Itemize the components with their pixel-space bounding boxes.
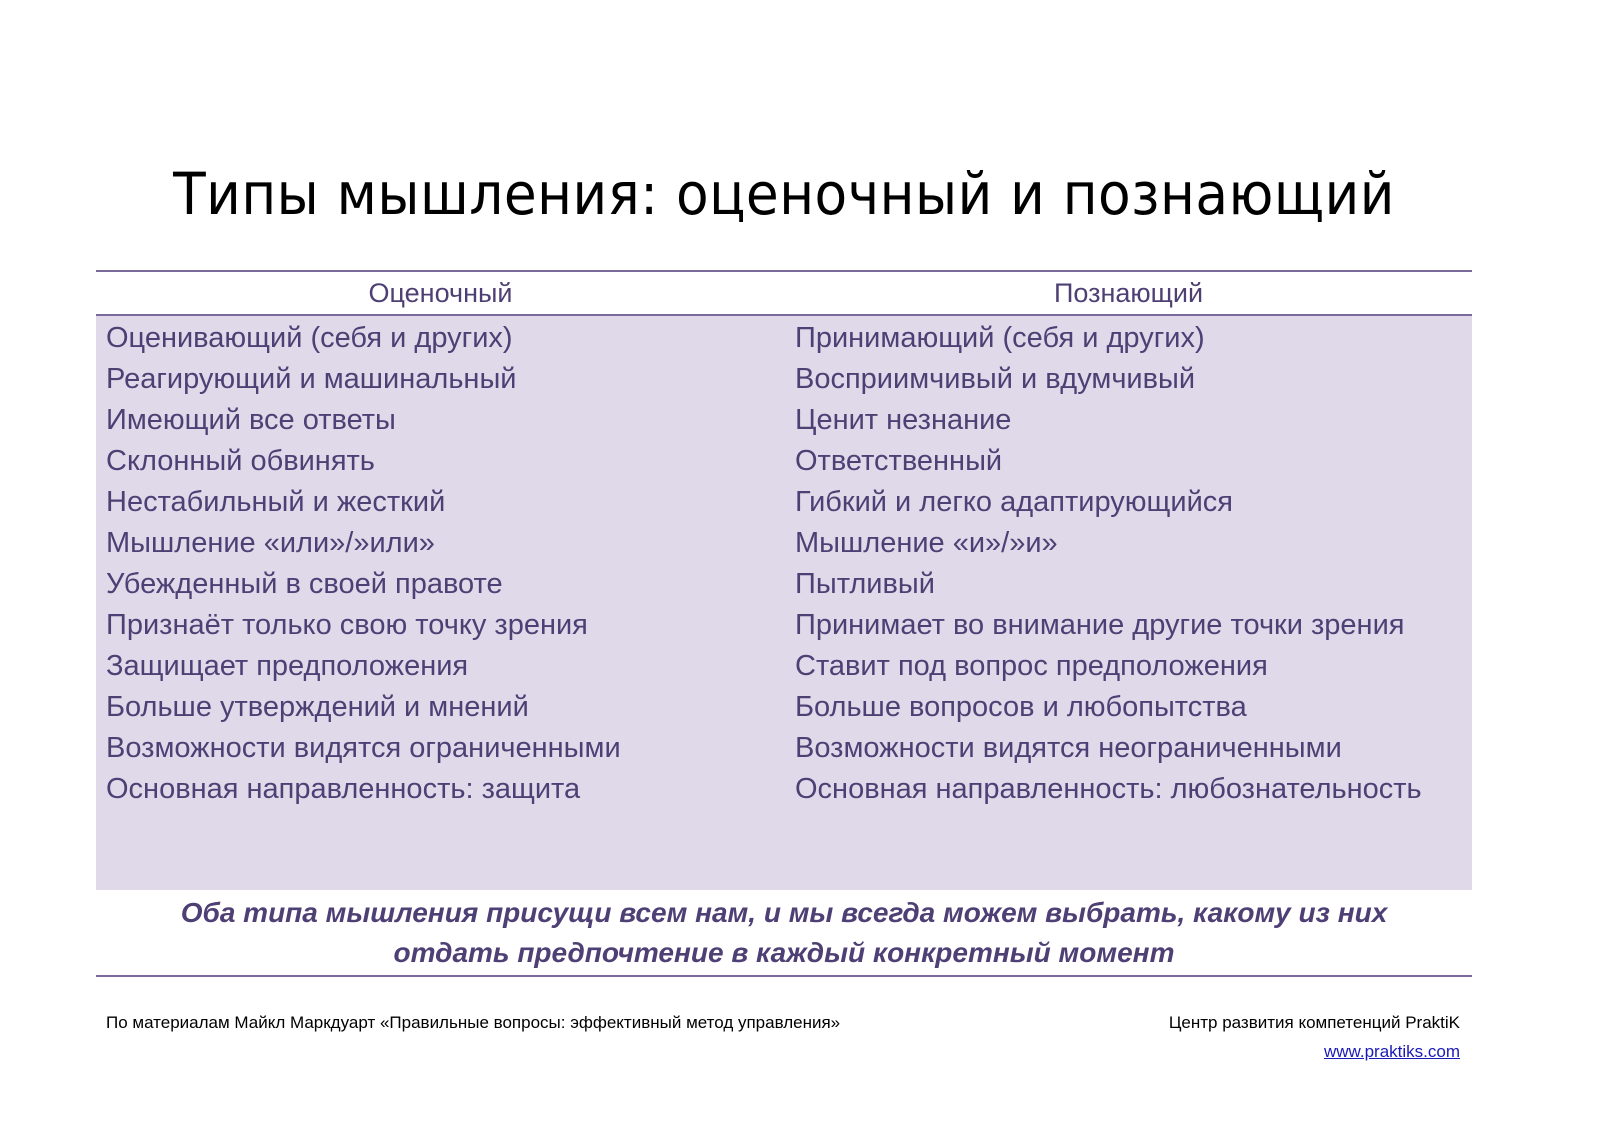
- cell-learning: Пытливый: [795, 568, 935, 600]
- cell-learning: Ценит незнание: [795, 404, 1012, 436]
- cell-learning: Принимает во внимание другие точки зрения: [795, 609, 1405, 641]
- cell-evaluative: Имеющий все ответы: [106, 404, 396, 436]
- cell-evaluative: Склонный обвинять: [106, 445, 375, 477]
- cell-learning: Основная направленность: любознательность: [795, 773, 1422, 805]
- organization-name: Центр развития компетенций PraktiK: [1168, 1013, 1460, 1032]
- cell-evaluative: Оценивающий (себя и других): [106, 322, 513, 354]
- cell-evaluative: Нестабильный и жесткий: [106, 486, 446, 518]
- cell-evaluative: Больше утверждений и мнений: [106, 691, 529, 723]
- table-row: [96, 523, 1472, 564]
- website-link[interactable]: www.praktiks.com: [1323, 1042, 1460, 1061]
- page-title: Типы мышления: оценочный и познающий: [173, 160, 1395, 228]
- comparison-table: [96, 270, 1472, 977]
- summary-note-line-1: Оба типа мышления присущи всем нам, и мы всегда можем выбрать, какому из них: [180, 897, 1388, 928]
- cell-evaluative: Реагирующий и машинальный: [106, 363, 517, 395]
- table-row: [96, 359, 1472, 400]
- cell-learning: Принимающий (себя и других): [795, 322, 1205, 354]
- cell-learning: Мышление «и»/»и»: [795, 527, 1058, 559]
- cell-evaluative: Мышление «или»/»или»: [106, 527, 435, 559]
- cell-evaluative: Возможности видятся ограниченными: [106, 732, 621, 764]
- table-row: [96, 482, 1472, 523]
- table-row: [96, 318, 1472, 359]
- table-header: [96, 270, 1472, 316]
- table-body: [96, 316, 1472, 890]
- cell-learning: Ставит под вопрос предположения: [795, 650, 1268, 682]
- cell-evaluative: Защищает предположения: [106, 650, 469, 682]
- table-row: [96, 769, 1472, 810]
- header-learning: Познающий: [1053, 277, 1204, 308]
- cell-evaluative: Признаёт только свою точку зрения: [106, 609, 588, 641]
- table-row: [96, 400, 1472, 441]
- table-row: [96, 646, 1472, 687]
- cell-learning: Больше вопросов и любопытства: [795, 691, 1247, 723]
- cell-learning: Ответственный: [795, 445, 1003, 477]
- table-row: [96, 441, 1472, 482]
- table-row: [96, 564, 1472, 605]
- table-row: [96, 605, 1472, 646]
- table-row: [96, 687, 1472, 728]
- summary-note: [96, 890, 1472, 977]
- cell-learning: Возможности видятся неограниченными: [795, 732, 1342, 764]
- cell-evaluative: Основная направленность: защита: [106, 773, 581, 805]
- table-row: [96, 728, 1472, 769]
- header-evaluative: Оценочный: [368, 277, 513, 308]
- source-citation: По материалам Майкл Маркдуарт «Правильные вопросы: эффективный метод управления»: [106, 1013, 841, 1032]
- cell-evaluative: Убежденный в своей правоте: [106, 568, 503, 600]
- cell-learning: Гибкий и легко адаптирующийся: [795, 486, 1233, 518]
- cell-learning: Восприимчивый и вдумчивый: [795, 363, 1196, 395]
- summary-note-line-2: отдать предпочтение в каждый конкретный момент: [393, 937, 1175, 968]
